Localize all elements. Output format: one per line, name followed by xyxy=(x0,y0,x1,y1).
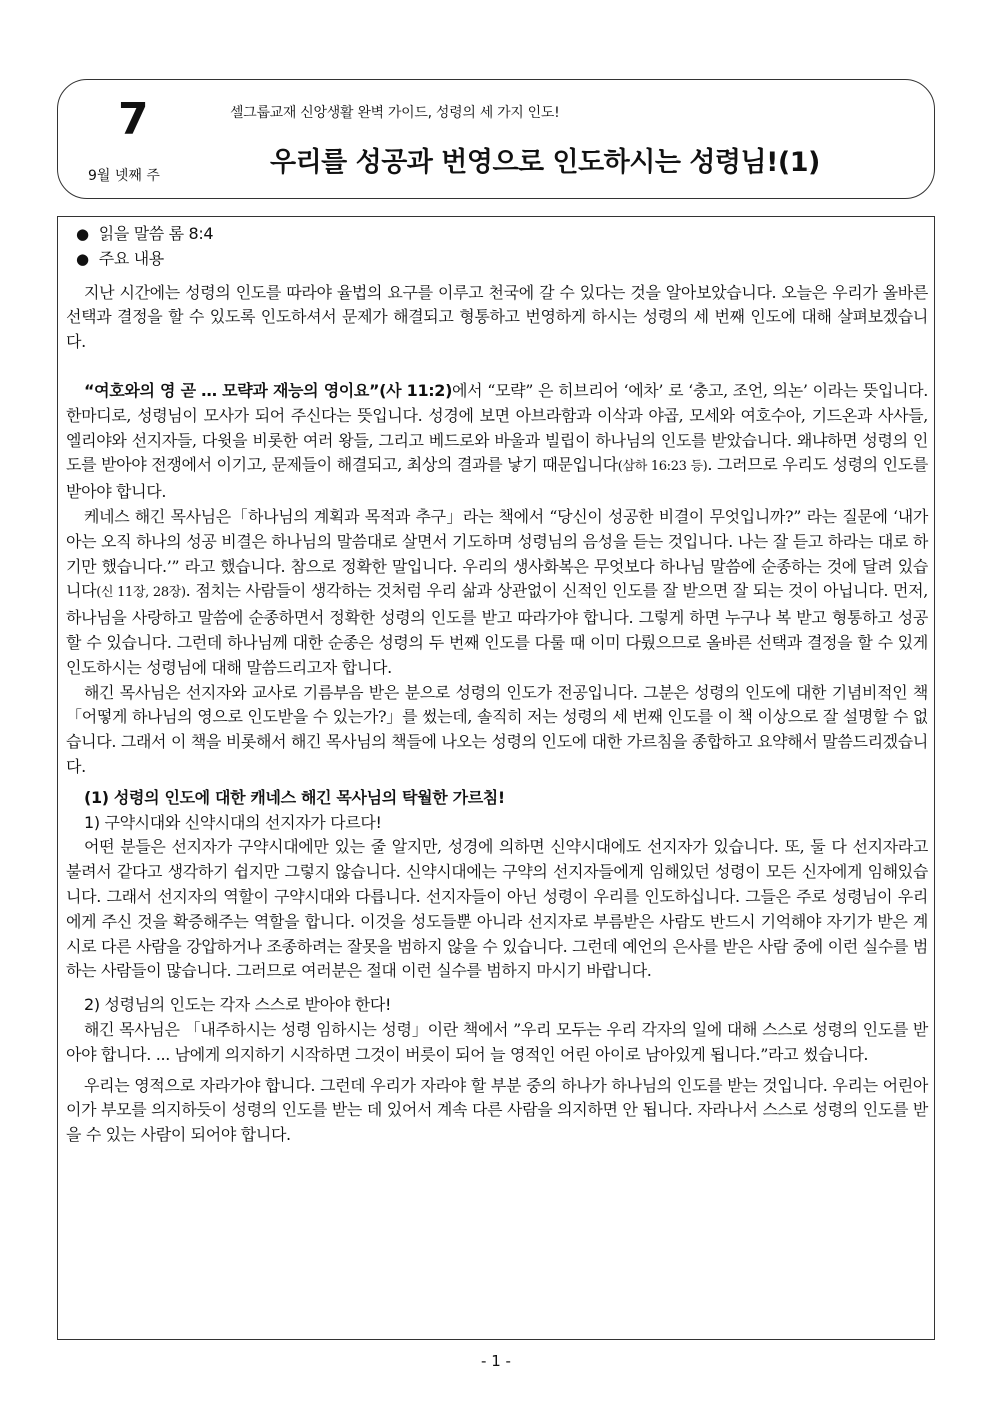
paragraph-counsel xyxy=(66,379,928,505)
lesson-number: 7 xyxy=(118,94,149,145)
scripture-ref: (신 11장, 28장) xyxy=(96,585,186,601)
header-box xyxy=(57,79,935,199)
subheading-2: 2) 성령님의 인도는 각자 스스로 받아야 한다! xyxy=(84,995,392,1015)
series-title: 셀그룹교재 신앙생활 완벽 가이드, 성령의 세 가지 인도! xyxy=(230,105,560,121)
scripture-quote: “여호와의 영 곧 … 모략과 재능의 영이요”(사 11:2) xyxy=(84,380,453,400)
reading-line xyxy=(66,222,928,247)
scripture-ref: (삼하 16:23 등) xyxy=(617,459,708,475)
reading-ref: 롬 8:4 xyxy=(168,224,214,243)
week-label: 9월 넷째 주 xyxy=(88,168,160,184)
page-number: - 1 - xyxy=(481,1352,511,1370)
reading-label: 읽을 말씀 xyxy=(98,224,164,243)
paragraph-text: 케네스 해긴 목사님은「하나님의 계획과 목적과 추구」라는 책에서 “당신이 성공한 비결이 무엇입니까?” 라는 질문에 ‘내가 아는 오직 하나의 성공 비결은 하나님의 말씀대로 살면서 기도하며 성령님의 음성을 듣는 것입니다. 나는 잘 듣고 하라는 대로 하기만 했습니다.’” 라고 했습니다. 참으로 정확한 말입니다. 우리의 생사화복은 무엇보다 하나님 말씀에 순종하는 것에 달려 있습니다 xyxy=(66,506,928,601)
subheading-1: 1) 구약시대와 신약시대의 선지자가 다르다! xyxy=(84,812,382,832)
bullet-icon: ● xyxy=(76,249,89,268)
bullet-icon: ● xyxy=(76,225,89,243)
paragraph-text: 에서 “모략” 은 히브리어 ‘에차’ 로 ‘충고, 조언, 의논’ 이라는 뜻입니다. 한마디로, 성령님이 모사가 되어 주신다는 뜻입니다. 성경에 보면 아브라함과 이삭과 야곱, 모세와 여호수아, 기드온과 사사들, 엘리야와 선지자들, 다윗을 비롯한 여러 왕들, 그리고 베드로와 바울과 빌립이 하나님의 인도를 받았습니다. 왜냐하면 성령의 인도를 받아야 전쟁에서 이기고, 문제들이 해결되고, 최상의 결과를 낳기 때문입니다 xyxy=(66,380,929,475)
paragraph-text: . 점치는 사람들이 생각하는 것처럼 우리 삶과 상관없이 신적인 인도를 잘 받으면 잘 되는 것이 아닙니다. 먼저, 하나님을 사랑하고 말씀에 순종하면서 정확한 성령의 인도를 받고 따라가야 합니다. 그렇게 하면 누구나 복 받고 형통하고 성공할 수 있습니다. 그런데 하나님께 대한 순종은 성령의 두 번째 인도를 다룰 때 이미 다뤘으므로 올바른 선택과 결정을 할 수 있게 인도하시는 성령님에 대해 말씀드리고자 합니다. xyxy=(66,581,928,677)
summary-label: 주요 내용 xyxy=(98,248,164,268)
section-heading-1: (1) 성령의 인도에 대한 캐네스 해긴 목사님의 탁월한 가르침! xyxy=(84,787,505,807)
paragraph-hagin-book: 해긴 목사님은 선지자와 교사로 기름부음 받은 분으로 성령의 인도가 전공입니다. 그분은 성령의 인도에 대한 기념비적인 책「어떻게 하나님의 영으로 인도받을 수 있는가?」를 썼는데, 솔직히 저는 성령의 세 번째 인도를 이 책 이상으로 잘 설명할 수 없습니다. 그래서 이 책을 비롯해서 해긴 목사님의 책들에 나오는 성령의 인도에 대한 가르침을 종합하고 요약해서 말씀드리겠습니다. xyxy=(66,682,928,776)
content-body xyxy=(66,222,928,1148)
paragraph-grow: 우리는 영적으로 자라가야 합니다. 그런데 우리가 자라야 할 부분 중의 하나가 하나님의 인도를 받는 것입니다. 우리는 어린아이가 부모를 의지하듯이 성령의 인도를 받는 데 있어서 계속 다른 사람을 의지하면 안 됩니다. 자라나서 스스로 성령의 인도를 받을 수 있는 사람이 되어야 합니다. xyxy=(66,1075,928,1145)
summary-line xyxy=(66,247,928,272)
main-title: 우리를 성공과 번영으로 인도하시는 성령님!(1) xyxy=(270,147,820,178)
paragraph-prophets: 어떤 분들은 선지자가 구약시대에만 있는 줄 알지만, 성경에 의하면 신약시대에도 선지자가 있습니다. 또, 둘 다 선지자라고 불려서 같다고 생각하기 쉽지만 그렇지 않습니다. 신약시대에는 구약의 선지자들에게 임해있던 성령이 모든 신자에게 임해있습니다. 그래서 선지자의 역할이 구약시대와 다릅니다. 선지자들이 아닌 성령이 우리를 인도하십니다. 그들은 주로 성령님이 우리에게 주신 것을 확증해주는 역할을 합니다. 이것을 성도들뿐 아니라 선지자로 부름받은 사람도 반드시 기억해야 자기가 받은 계시로 다른 사람을 강압하거나 조종하려는 잘못을 범하지 않을 수 있습니다. 그런데 예언의 은사를 받은 사람 중에 이런 실수를 범하는 사람들이 많습니다. 그러므로 여러분은 절대 이런 실수를 범하지 마시기 바랍니다. xyxy=(66,837,928,981)
paragraph-own-guidance: 해긴 목사님은 「내주하시는 성령 임하시는 성령」이란 책에서 ”우리 모두는 우리 각자의 일에 대해 스스로 성령의 인도를 받아야 합니다. ... 남에게 의지하기 시작하면 그것이 버릇이 되어 늘 영적인 어린 아이로 남아있게 됩니다.”라고 썼습니다. xyxy=(66,1019,928,1064)
paragraph-text: . 그러므로 우리도 성령의 인도를 받아야 합니다. xyxy=(66,455,928,502)
paragraph-hagin-secret xyxy=(66,505,928,681)
paragraph-intro: 지난 시간에는 성령의 인도를 따라야 율법의 요구를 이루고 천국에 갈 수 있다는 것을 알아보았습니다. 오늘은 우리가 올바른 선택과 결정을 할 수 있도록 인도하셔서 문제가 해결되고 형통하고 번영하게 하시는 성령의 세 번째 인도에 대해 살펴보겠습니다. xyxy=(66,282,928,352)
